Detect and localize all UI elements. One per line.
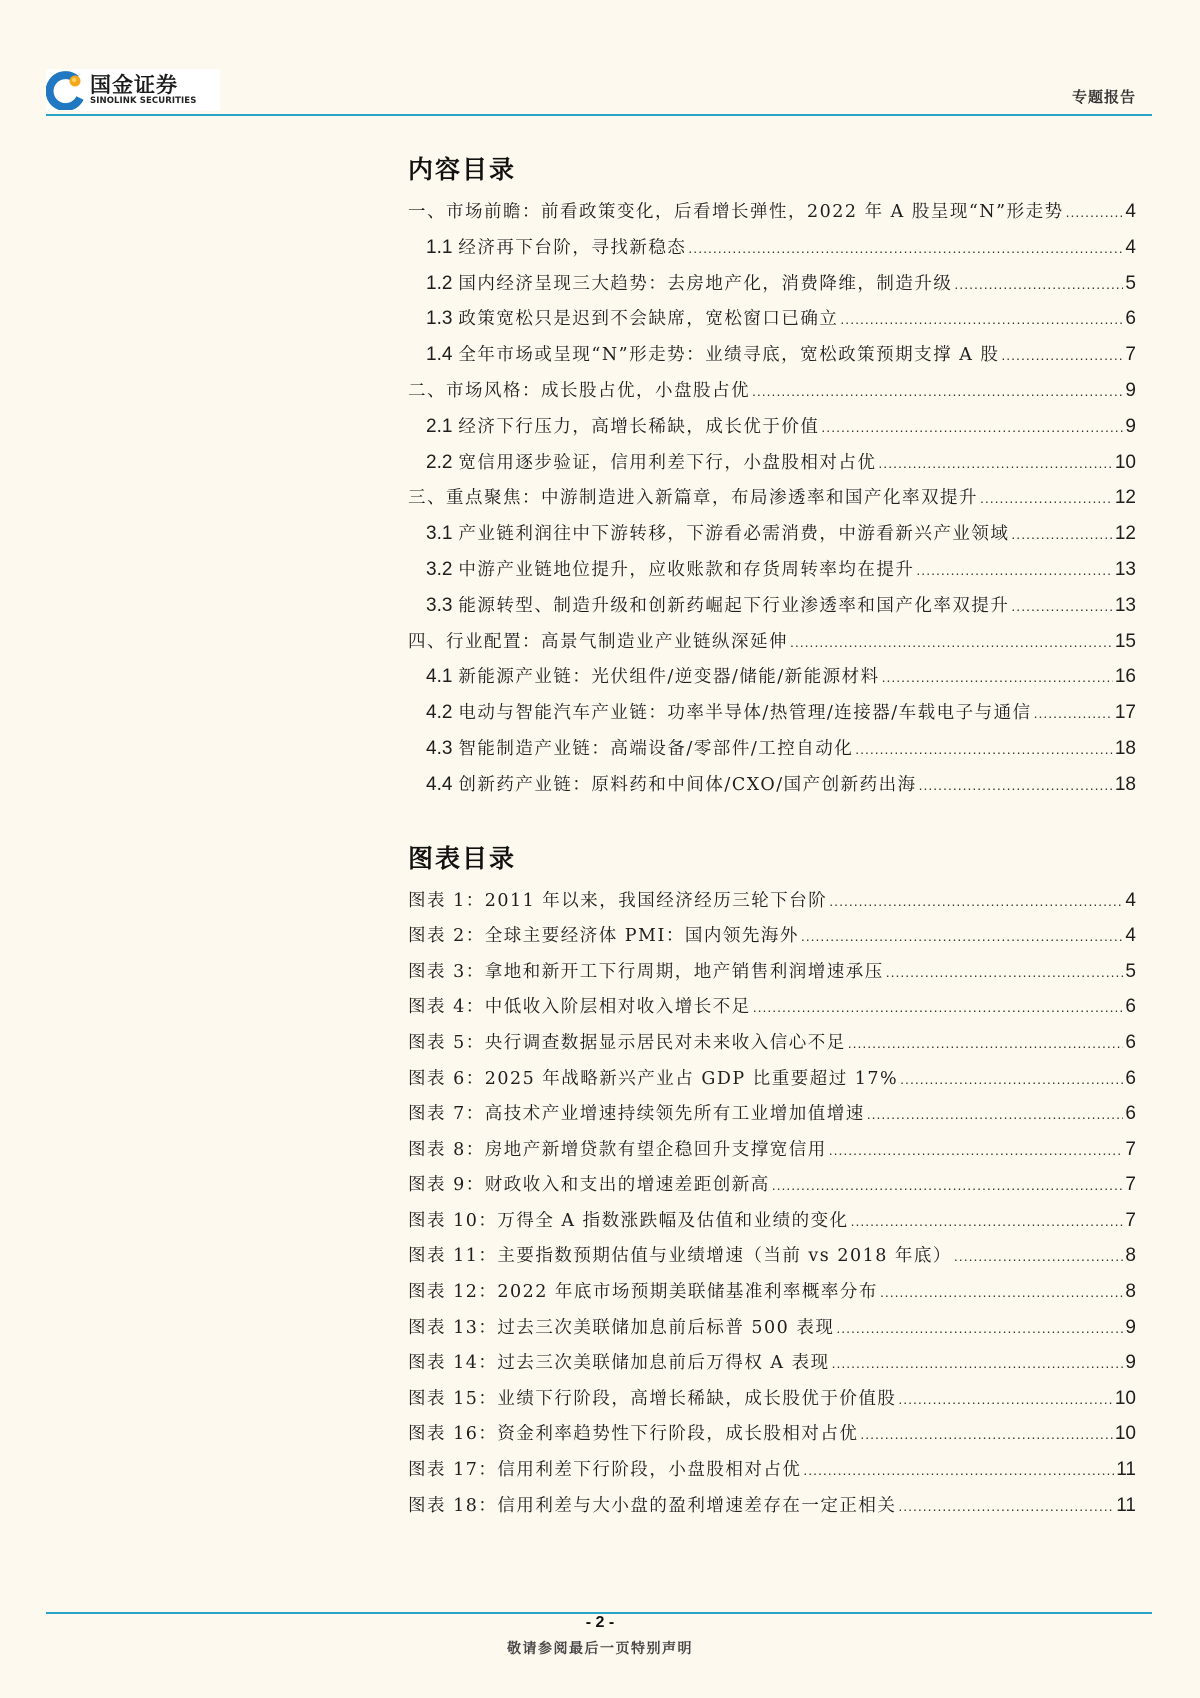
figure-entry-page: 7 [1125, 1174, 1136, 1196]
dot-leader [753, 990, 1124, 1026]
toc-entry-label [426, 731, 853, 768]
figure-entry-label: 图表 7：高技术产业增速持续领先所有工业增加值增速 [408, 1104, 865, 1125]
dot-leader [772, 1168, 1124, 1204]
toc-entry[interactable] [408, 588, 1136, 624]
toc-entry-text: 能源转型、制造升级和创新药崛起下行业渗透率和国产化率双提升 [458, 595, 1010, 616]
figure-entry[interactable] [408, 1274, 1136, 1310]
figure-entry-label: 图表 10：万得全 A 指数涨跌幅及估值和业绩的变化 [408, 1210, 849, 1231]
toc-entry-page: 18 [1114, 773, 1136, 795]
dot-leader [882, 660, 1113, 696]
figure-entry-label: 图表 3：拿地和新开工下行周期，地产销售利润增速承压 [408, 961, 884, 982]
dot-leader [1011, 517, 1112, 553]
dot-leader [860, 1417, 1113, 1453]
toc-entry-page: 9 [1125, 415, 1136, 437]
toc-entry-text: 新能源产业链：光伏组件/逆变器/储能/新能源材料 [458, 667, 880, 688]
toc-entry-text: 国内经济呈现三大趋势：去房地产化，消费降维，制造升级 [458, 273, 953, 294]
toc-entry-label [408, 195, 1064, 231]
toc-entry-page: 12 [1114, 523, 1136, 545]
logo-chinese-name: 国金证券 [90, 72, 178, 97]
figure-entry-page: 11 [1116, 1494, 1136, 1516]
toc-entry-number: 2.1 [426, 415, 453, 437]
toc-entry[interactable] [408, 445, 1136, 481]
dot-leader [898, 1489, 1114, 1525]
figure-entry-label: 图表 1：2011 年以来，我国经济经历三轮下台阶 [408, 890, 828, 911]
toc-entry[interactable] [408, 516, 1136, 552]
figure-entry-label: 图表 18：信用利差与大小盘的盈利增速差存在一定正相关 [408, 1495, 897, 1516]
toc-entry-text: 宽信用逐步验证，信用利差下行，小盘股相对占优 [458, 452, 877, 473]
page-header [0, 0, 1200, 120]
figure-entry-label: 图表 13：过去三次美联储加息前后标普 500 表现 [408, 1317, 835, 1338]
dot-leader [790, 625, 1113, 661]
toc-entry-text: 四、行业配置：高景气制造业产业链纵深延伸 [408, 631, 788, 652]
dot-leader [954, 1239, 1124, 1275]
dot-leader [1011, 589, 1112, 625]
figure-entry[interactable] [408, 954, 1136, 990]
toc-entry-page: 12 [1114, 487, 1136, 509]
figure-entry-label: 图表 2：全球主要经济体 PMI：国内领先海外 [408, 926, 799, 947]
toc-entry-label [426, 767, 917, 804]
toc-entry-page: 17 [1114, 702, 1136, 724]
toc-entry-number: 1.4 [426, 344, 453, 366]
dot-leader [832, 1346, 1124, 1382]
figure-entry[interactable] [408, 1381, 1136, 1417]
figures-list [408, 883, 1136, 1524]
toc-entry[interactable] [408, 659, 1136, 695]
toc-entry-text: 智能制造产业链：高端设备/零部件/工控自动化 [458, 738, 854, 759]
figure-entry-label: 图表 17：信用利差下行阶段，小盘股相对占优 [408, 1460, 802, 1481]
figure-entry-page: 5 [1125, 960, 1136, 982]
figure-entry-page: 4 [1125, 889, 1136, 911]
toc-entry-page: 9 [1125, 379, 1136, 401]
toc-entry[interactable] [408, 194, 1136, 230]
company-logo [46, 69, 220, 111]
dot-leader [1034, 696, 1113, 732]
figures-section [408, 839, 1136, 1524]
figure-entry-page: 8 [1125, 1245, 1136, 1267]
toc-entry-text: 一、市场前瞻：前看政策变化，后看增长弹性，2022 年 A 股呈现“N”形走势 [408, 202, 1064, 222]
figure-entry-label: 图表 14：过去三次美联储加息前后万得权 A 表现 [408, 1353, 830, 1374]
toc-entry-page: 18 [1114, 737, 1136, 759]
figure-entry-page: 9 [1125, 1352, 1136, 1374]
dot-leader [848, 1026, 1124, 1062]
figure-entry[interactable] [408, 1167, 1136, 1203]
figure-entry[interactable] [408, 1061, 1136, 1097]
dot-leader [688, 231, 1123, 267]
toc-entry-page: 7 [1125, 344, 1136, 366]
toc-entry-label [426, 552, 914, 589]
dot-leader [836, 1311, 1123, 1347]
figure-entry[interactable] [408, 1345, 1136, 1381]
toc-entry-text: 二、市场风格：成长股占优，小盘股占优 [408, 380, 750, 401]
dot-leader [855, 732, 1113, 768]
toc-entry[interactable] [408, 409, 1136, 445]
dot-leader [1001, 338, 1123, 374]
toc-entry-text: 中游产业链地位提升，应收账款和存货周转率均在提升 [458, 559, 915, 580]
dot-leader [867, 1097, 1124, 1133]
dot-leader [898, 1382, 1113, 1418]
figure-entry[interactable] [408, 918, 1136, 954]
dot-leader [803, 1453, 1114, 1489]
figure-entry[interactable] [408, 1416, 1136, 1452]
toc-entry-page: 5 [1125, 272, 1136, 294]
figure-entry[interactable] [408, 1238, 1136, 1274]
figure-entry-page: 7 [1125, 1138, 1136, 1160]
figures-title: 图表目录 [408, 843, 517, 873]
toc-entry-label [408, 625, 788, 661]
toc-entry[interactable] [408, 480, 1136, 516]
figure-entry-page: 9 [1125, 1316, 1136, 1338]
toc-entry-label [426, 516, 1009, 553]
dot-leader [878, 446, 1112, 482]
figure-entry[interactable] [408, 1132, 1136, 1168]
logo-english-name: SINOLINK SECURITIES [90, 95, 197, 106]
toc-entry-page: 13 [1114, 594, 1136, 616]
toc-entry-text: 产业链利润往中下游转移，下游看必需消费，中游看新兴产业领域 [458, 524, 1010, 545]
dot-leader [752, 374, 1123, 410]
toc-entry-label [426, 301, 838, 338]
dot-leader [916, 553, 1112, 589]
toc-entry-label [408, 374, 750, 410]
toc-entry-text: 电动与智能汽车产业链：功率半导体/热管理/连接器/车载电子与通信 [458, 703, 1032, 724]
toc-entry-label [426, 266, 952, 303]
header-divider [46, 114, 1152, 116]
figure-entry-label: 图表 12：2022 年底市场预期美联储基准利率概率分布 [408, 1282, 878, 1303]
toc-entry-label [408, 481, 978, 517]
dot-leader [900, 1062, 1123, 1098]
page-number: - 2 - [585, 1614, 615, 1631]
figure-entry[interactable] [408, 1096, 1136, 1132]
toc-entry-text: 政策宽松只是迟到不会缺席，宽松窗口已确立 [458, 309, 839, 330]
figure-entry-label: 图表 4：中低收入阶层相对收入增长不足 [408, 997, 751, 1018]
figure-entry-page: 6 [1125, 1067, 1136, 1089]
figure-entry[interactable] [408, 1310, 1136, 1346]
toc-entry-number: 1.1 [426, 236, 453, 258]
dot-leader [829, 1133, 1124, 1169]
figure-entry-page: 6 [1125, 1031, 1136, 1053]
toc-entry-label [426, 588, 1009, 625]
contents-list [408, 194, 1136, 803]
figure-entry-page: 4 [1125, 925, 1136, 947]
toc-entry-number: 3.2 [426, 558, 453, 580]
toc-entry-page: 16 [1114, 666, 1136, 688]
toc-entry-page: 4 [1125, 201, 1136, 222]
figure-entry[interactable] [408, 1488, 1136, 1524]
figure-entry-label: 图表 11：主要指数预期估值与业绩增速（当前 vs 2018 年底） [408, 1246, 952, 1267]
figure-entry-label: 图表 6：2025 年战略新兴产业占 GDP 比重要超过 17% [408, 1068, 899, 1089]
logo-mark-icon [46, 70, 86, 110]
figure-entry-page: 10 [1114, 1423, 1136, 1445]
contents-title: 内容目录 [408, 155, 517, 184]
toc-entry[interactable] [408, 731, 1136, 767]
toc-entry-number: 4.3 [426, 737, 453, 759]
toc-entry-number: 4.4 [426, 773, 453, 795]
figure-entry-label: 图表 16：资金利率趋势性下行阶段，成长股相对占优 [408, 1424, 859, 1445]
toc-entry-label [426, 695, 1032, 732]
toc-entry-label [426, 230, 686, 267]
toc-entry-number: 1.2 [426, 272, 453, 294]
dot-leader [821, 410, 1123, 446]
toc-entry-text: 三、重点聚焦：中游制造进入新篇章，布局渗透率和国产化率双提升 [408, 488, 978, 509]
toc-entry-number: 2.2 [426, 451, 453, 473]
figure-entry[interactable] [408, 1025, 1136, 1061]
figure-entry[interactable] [408, 989, 1136, 1025]
toc-entry-label [426, 659, 880, 696]
figure-entry-page: 8 [1125, 1281, 1136, 1303]
dot-leader [980, 481, 1113, 517]
toc-entry[interactable] [408, 230, 1136, 266]
contents-section [408, 150, 1136, 803]
figure-entry-page: 11 [1116, 1459, 1136, 1481]
toc-entry-text: 经济下行压力，高增长稀缺，成长优于价值 [458, 416, 820, 437]
document-body [408, 150, 1136, 1523]
toc-entry-page: 4 [1125, 236, 1136, 258]
figure-entry[interactable] [408, 1452, 1136, 1488]
report-type-label: 专题报告 [1071, 88, 1136, 106]
figure-entry-page: 6 [1125, 1103, 1136, 1125]
toc-entry[interactable] [408, 373, 1136, 409]
toc-entry-label [426, 337, 999, 374]
figure-entry[interactable] [408, 883, 1136, 919]
figure-entry-page: 7 [1125, 1209, 1136, 1231]
toc-entry[interactable] [408, 624, 1136, 660]
toc-entry[interactable] [408, 767, 1136, 803]
dot-leader [840, 302, 1123, 338]
dot-leader [801, 919, 1124, 955]
figure-entry-page: 6 [1125, 996, 1136, 1018]
toc-entry-label [426, 445, 876, 482]
toc-entry-number: 4.1 [426, 666, 453, 688]
figure-entry-page: 10 [1114, 1387, 1136, 1409]
figure-entry-label: 图表 5：央行调查数据显示居民对未来收入信心不足 [408, 1032, 846, 1053]
toc-entry-text: 全年市场或呈现“N”形走势：业绩寻底，宽松政策预期支撑 A 股 [458, 345, 1000, 366]
dot-leader [886, 955, 1124, 991]
toc-entry[interactable] [408, 301, 1136, 337]
toc-entry-text: 经济再下台阶，寻找新稳态 [458, 237, 687, 258]
toc-entry-label [426, 409, 819, 446]
toc-entry-number: 3.1 [426, 523, 453, 545]
toc-entry-page: 6 [1125, 308, 1136, 330]
toc-entry-number: 4.2 [426, 702, 453, 724]
toc-entry[interactable] [408, 266, 1136, 302]
dot-leader [919, 768, 1113, 804]
toc-entry-page: 10 [1114, 451, 1136, 473]
toc-entry-number: 1.3 [426, 308, 453, 330]
figure-entry-label: 图表 8：房地产新增贷款有望企稳回升支撑宽信用 [408, 1139, 827, 1160]
toc-entry[interactable] [408, 552, 1136, 588]
dot-leader [1066, 195, 1124, 231]
toc-entry-page: 13 [1114, 558, 1136, 580]
dot-leader [880, 1275, 1123, 1311]
dot-leader [954, 267, 1123, 303]
toc-entry-number: 3.3 [426, 594, 453, 616]
toc-entry[interactable] [408, 695, 1136, 731]
dot-leader [851, 1204, 1124, 1240]
disclaimer-text: 敬请参阅最后一页特别声明 [507, 1641, 693, 1657]
figure-entry-label: 图表 9：财政收入和支出的增速差距创新高 [408, 1175, 770, 1196]
toc-entry-text: 创新药产业链：原料药和中间体/CXO/国产创新药出海 [458, 774, 917, 795]
figure-entry[interactable] [408, 1203, 1136, 1239]
toc-entry-page: 15 [1114, 630, 1136, 652]
dot-leader [829, 884, 1123, 920]
toc-entry[interactable] [408, 337, 1136, 373]
figure-entry-label: 图表 15：业绩下行阶段，高增长稀缺，成长股优于价值股 [408, 1388, 897, 1409]
